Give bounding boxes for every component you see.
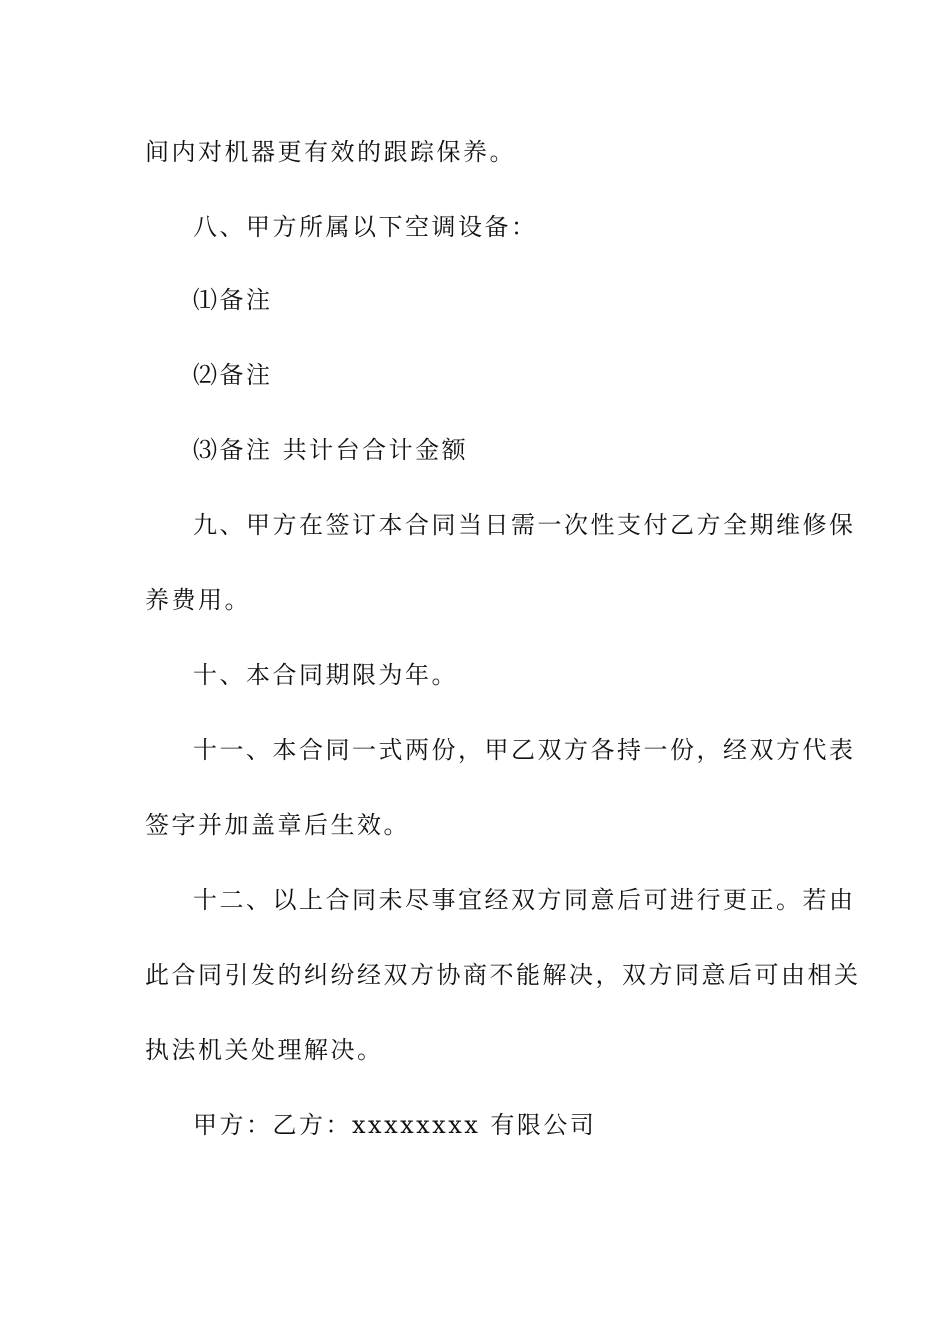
clause-12-line-2: 此合同引发的纠纷经双方协商不能解决，双方同意后可由相关 <box>145 961 861 989</box>
clause-8-heading: 八、甲方所属以下空调设备： <box>193 213 538 241</box>
paragraph-continuation: 间内对机器更有效的跟踪保养。 <box>145 138 516 166</box>
signature-line: 甲方：乙方：xxxxxxxx 有限公司 <box>193 1111 597 1139</box>
clause-9-line-2: 养费用。 <box>145 586 251 614</box>
note-item-1: ⑴备注 <box>193 286 273 314</box>
clause-11-line-2: 签字并加盖章后生效。 <box>145 811 410 839</box>
note-item-3: ⑶备注 共计台合计金额 <box>193 436 469 464</box>
clause-10: 十、本合同期限为年。 <box>193 661 458 689</box>
note-item-2: ⑵备注 <box>193 361 273 389</box>
clause-9-line-1: 九、甲方在签订本合同当日需一次性支付乙方全期维修保 <box>193 511 856 539</box>
clause-12-line-1: 十二、以上合同未尽事宜经双方同意后可进行更正。若由 <box>193 886 856 914</box>
clause-11-line-1: 十一、本合同一式两份，甲乙双方各持一份，经双方代表 <box>193 736 856 764</box>
clause-12-line-3: 执法机关处理解决。 <box>145 1036 384 1064</box>
